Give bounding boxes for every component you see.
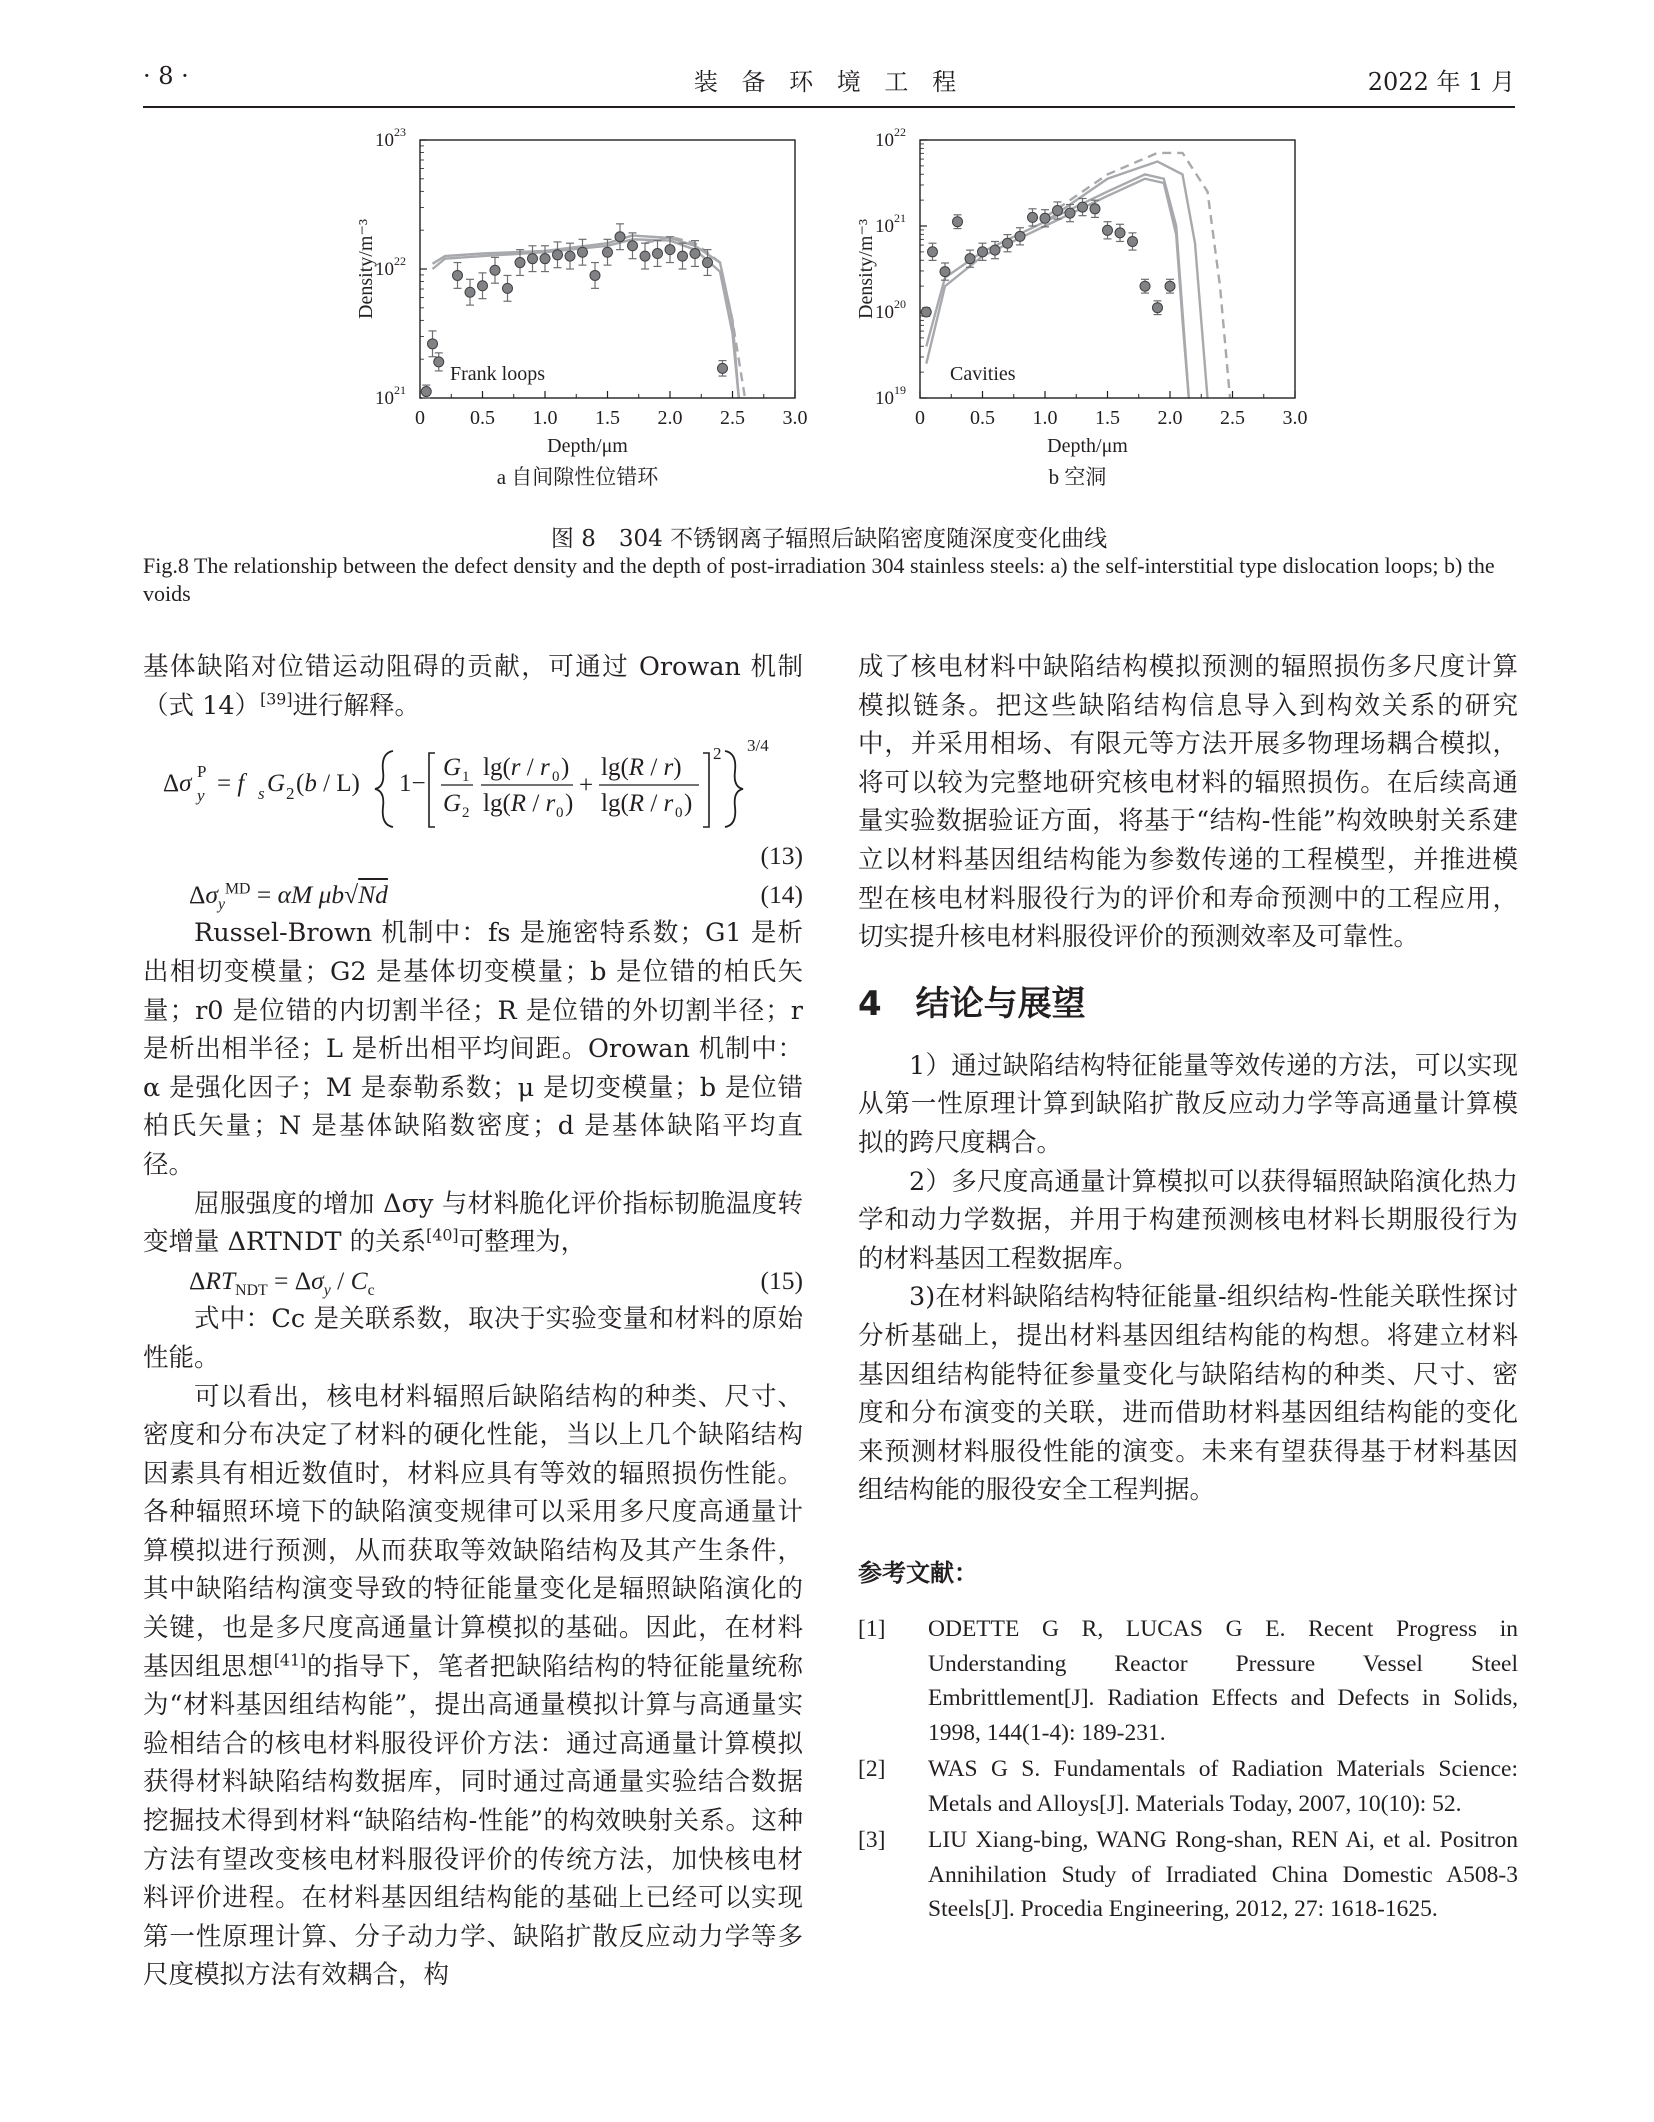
svg-text:= f: = f (217, 770, 245, 798)
paragraph-orowan-intro: 基体缺陷对位错运动阻碍的贡献，可通过 Orowan 机制（式 14）[39]进行解释。 (143, 652, 803, 721)
data-point-15 (603, 247, 613, 257)
data-point-16 (1115, 228, 1125, 238)
chart-a-frank-loops (330, 128, 830, 508)
x-tick-label: 3.0 (782, 407, 808, 429)
x-tick-label: 0.5 (470, 407, 495, 429)
data-point-19 (1153, 303, 1163, 313)
data-point-17 (1128, 236, 1138, 246)
x-tick-label: 2.0 (657, 407, 683, 429)
data-point-14 (590, 270, 600, 280)
data-point-23 (703, 258, 713, 268)
svg-text:+: + (579, 772, 594, 800)
svg-text:s: s (258, 784, 265, 804)
equation-13-graphic (143, 725, 803, 837)
running-header (143, 60, 1515, 108)
data-point-20 (1165, 281, 1175, 291)
data-point-0 (421, 387, 431, 397)
data-point-2 (434, 357, 444, 367)
svg-text:G: G (443, 790, 462, 818)
y-tick-exponent: 19 (894, 383, 906, 397)
data-point-18 (1140, 281, 1150, 291)
paragraph-method-discussion: 可以看出，核电材料辐照后缺陷结构的种类、尺寸、密度和分布决定了材料的硬化性能，当以上几个缺陷结构因素具有相近数值时，材料应具有等效的辐照损伤性能。各种辐照环境下的缺陷演变规律可以采用多尺度高通量计算模拟进行预测，从而获取等效缺陷结构及其产生条件，其中缺陷结构演变导致的特征能量变化是辐照缺陷演化的关键，也是多尺度高通量计算模拟的基础。因此，在材料基因组思想[41]的指导下，笔者把缺陷结构的特征能量统称为“材料基因组结构能”，提出高通量模拟计算与高通量实验相结合的核电材料服役评价方法：通过高通量计算模拟获得材料缺陷结构数据库，同时通过高通量实验结合数据挖掘技术得到材料“缺陷结构-性能”的构效映射关系。这种方法有望改变核电材料服役评价的传统方法，加快核电材料评价进程。在材料基因组结构能的基础上已经可以实现第一性原理计算、分子动力学、缺陷扩散反应动力学等多尺度模拟方法有效耦合，构 (143, 1381, 803, 1991)
data-point-5 (978, 247, 988, 257)
y-tick-label: 10 (375, 130, 394, 151)
svg-text:0: 0 (675, 805, 683, 822)
x-axis-label: Depth/μm (1047, 435, 1128, 457)
svg-text:lg(R / r: lg(R / r (483, 790, 556, 818)
svg-text:1: 1 (462, 769, 470, 786)
data-point-10 (1040, 213, 1050, 223)
data-point-6 (990, 245, 1000, 255)
figure-caption-cn: 图 8 304 不锈钢离子辐照后缺陷密度随深度变化曲线 (550, 526, 1108, 552)
x-tick-label: 2.5 (720, 407, 745, 429)
data-point-5 (478, 281, 488, 291)
x-tick-label: 0.5 (970, 407, 995, 429)
y-axis-label: Density/m⁻³ (355, 219, 377, 319)
y-tick-label: 10 (875, 216, 894, 237)
conclusion-2: 2）多尺度高通量计算模拟可以获得辐照缺陷演化热力学和动力学数据，并用于构建预测核电材料长期服役行为的材料基因工程数据库。 (858, 1166, 1518, 1274)
svg-text:y: y (197, 786, 205, 806)
y-tick-exponent: 23 (394, 128, 406, 139)
data-point-13 (1078, 202, 1088, 212)
data-point-12 (1065, 208, 1075, 218)
data-point-18 (640, 251, 650, 261)
y-tick-exponent: 21 (394, 383, 406, 397)
x-tick-label: 1.5 (595, 407, 620, 429)
svg-text:3/4: 3/4 (747, 736, 769, 756)
data-point-17 (628, 241, 638, 251)
data-point-7 (1003, 238, 1013, 248)
svg-text:0: 0 (552, 769, 560, 786)
reference-3: [3] LIU Xiang-bing, WANG Rong-shan, REN Ai, et al. Positron Annihilation Study of Irradiated China Domestic A508-3 Steels[J]. Procedia Engineering, 2012, 27: 1618-1625. (858, 1827, 1518, 1923)
svg-text:0: 0 (556, 805, 564, 822)
data-point-1 (428, 339, 438, 349)
reference-1: [1] ODETTE G R, LUCAS G E. Recent Progress in Understanding Reactor Pressure Vessel Steel Embrittlement[J]. Radiation Effects and Defects in Solids, 1998, 144(1-4): 189-231. (858, 1616, 1518, 1746)
data-point-21 (678, 251, 688, 261)
y-tick-exponent: 21 (894, 211, 906, 225)
svg-text:): ) (684, 790, 693, 818)
data-point-9 (1028, 212, 1038, 222)
data-point-4 (965, 254, 975, 264)
equation-14: $\Delta\sigma_y^{MD} = \alpha M$ μb√Nd (14) (143, 876, 803, 915)
x-tick-label: 2.0 (1157, 407, 1183, 429)
data-point-3 (453, 270, 463, 280)
y-tick-exponent: 22 (894, 128, 906, 139)
svg-text:2: 2 (462, 805, 470, 822)
svg-text:1−: 1− (399, 770, 426, 798)
equation-14-number: (14) (760, 879, 803, 909)
subfigure-caption: a 自间隙性位错环 (496, 465, 659, 489)
x-tick-label: 1.0 (532, 407, 558, 429)
data-point-13 (578, 247, 588, 257)
data-point-15 (1103, 225, 1113, 235)
equation-13 (143, 725, 803, 837)
paragraph-cc-definition: 式中：Cc 是关联系数，取决于实验变量和材料的原始性能。 (143, 1304, 803, 1373)
x-tick-label: 0 (915, 407, 925, 429)
y-tick-label: 10 (875, 302, 894, 323)
data-point-1 (928, 247, 938, 257)
svg-text:): ) (565, 790, 574, 818)
svg-text:lg(R / r: lg(R / r (601, 790, 674, 818)
figure-caption-en: Fig.8 The relationship between the defect density and the depth of post-irradiation 304 stainless steels: a) the self-interstitial type dislocation loops; b) the voids (143, 553, 1495, 606)
section-title-conclusions: 4 结论与展望 (858, 983, 1086, 1024)
data-point-8 (515, 258, 525, 268)
x-tick-label: 0 (415, 407, 425, 429)
svg-text:(b / L): (b / L) (296, 770, 360, 798)
data-point-7 (503, 283, 513, 293)
conclusion-1: 1）通过缺陷结构特征能量等效传递的方法，可以实现从第一性原理计算到缺陷扩散反应动力学等高通量计算模拟的跨尺度耦合。 (858, 1050, 1518, 1158)
data-point-3 (953, 217, 963, 227)
svg-text:lg(R / r): lg(R / r) (601, 754, 682, 782)
journal-title: 装 备 环 境 工 程 (693, 68, 965, 96)
page-number: · 8 · (143, 62, 189, 90)
svg-text:lg(r / r: lg(r / r (483, 754, 550, 782)
svg-text:G: G (267, 770, 286, 798)
y-tick-exponent: 20 (894, 297, 906, 311)
data-point-2 (940, 267, 950, 277)
y-tick-exponent: 22 (394, 254, 406, 268)
svg-text:2: 2 (713, 744, 722, 764)
data-point-22 (690, 249, 700, 259)
svg-text:): ) (561, 754, 570, 782)
plot-annotation: Frank loops (450, 363, 545, 385)
issue-date: 2022 年 1 月 (1367, 68, 1515, 96)
left-column (143, 648, 803, 1995)
y-tick-label: 10 (875, 130, 894, 151)
chart-b-cavities (830, 128, 1330, 508)
data-point-0 (921, 307, 931, 317)
paragraph-rtndt-relation: 屈服强度的增加 Δσy 与材料脆化评价指标韧脆温度转变增量 ΔRTNDT 的关系[40]可整理为， (143, 1188, 803, 1258)
x-tick-label: 1.0 (1032, 407, 1058, 429)
equation-15-number: (15) (760, 1265, 803, 1295)
y-axis-label: Density/m⁻³ (855, 219, 877, 319)
y-tick-label: 10 (375, 259, 394, 280)
y-tick-label: 10 (375, 388, 394, 409)
paragraph-continuation: 成了核电材料中缺陷结构模拟预测的辐照损伤多尺度计算模拟链条。把这些缺陷结构信息导入到构效关系的研究中，并采用相场、有限元等方法开展多物理场耦合模拟，将可以较为完整地研究核电材料的辐照损伤。在后续高通量实验数据验证方面，将基于“结构-性能”构效映射关系建立以材料基因组结构能为参数传递的工程模型，并推进模型在核电材料服役行为的评价和寿命预测中的工程应用，切实提升核电材料服役评价的预测效率及可靠性。 (858, 652, 1518, 953)
data-point-19 (653, 249, 663, 259)
data-point-6 (490, 265, 500, 275)
subfigure-caption: b 空洞 (1048, 465, 1107, 489)
svg-text:2: 2 (286, 784, 295, 804)
plot-annotation: Cavities (950, 363, 1016, 385)
data-point-9 (528, 254, 538, 264)
data-point-24 (718, 363, 728, 373)
x-tick-label: 3.0 (1282, 407, 1308, 429)
y-tick-label: 10 (875, 388, 894, 409)
reference-2: [2] WAS G S. Fundamentals of Radiation Materials Science: Metals and Alloys[J]. Materials Today, 2007, 10(10): 52. (858, 1756, 1518, 1817)
x-tick-label: 1.5 (1095, 407, 1120, 429)
x-tick-label: 2.5 (1220, 407, 1245, 429)
data-point-11 (1053, 206, 1063, 216)
data-point-10 (540, 254, 550, 264)
svg-text:P: P (197, 762, 207, 782)
data-point-8 (1015, 231, 1025, 241)
svg-text:Δσ: Δσ (163, 770, 192, 798)
x-axis-label: Depth/μm (547, 435, 628, 457)
svg-text:G: G (443, 754, 462, 782)
data-point-12 (565, 251, 575, 261)
data-point-20 (665, 245, 675, 255)
right-column (858, 648, 1518, 1929)
model-curve-2 (1045, 162, 1208, 399)
conclusion-3: 3)在材料缺陷结构特征能量-组织结构-性能关联性探讨分析基础上，提出材料基因组结构能的构想。将建立材料基因组结构能特征参量变化与缺陷结构的种类、尺寸、密度和分布演变的关联，进而借助材料基因组结构能的变化来预测材料服役性能的演变。未来有望获得基于材料基因组结构能的服役安全工程判据。 (858, 1282, 1518, 1506)
data-point-11 (553, 250, 563, 260)
equation-13-number: (13) (760, 841, 803, 871)
references-heading: 参考文献： (858, 1558, 978, 1587)
data-point-14 (1090, 204, 1100, 214)
data-point-4 (465, 287, 475, 297)
paragraph-symbol-definitions: Russel-Brown 机制中：fs 是施密特系数；G1 是析出相切变模量；G2 是基体切变模量；b 是位错的柏氏矢量；r0 是位错的内切割半径；R 是位错的外切割半径；r 是析出相半径；L 是析出相平均间距。Orowan 机制中：α 是强化因子；M 是泰勒系数；μ 是切变模量；b 是位错柏氏矢量；N 是基体缺陷数密度；d 是基体缺陷平均直径。 (143, 918, 803, 1180)
equation-15: $\Delta RT_{NDT} = \Delta\sigma_y / C_c$ (15) (143, 1262, 803, 1301)
model-curve-3 (1045, 153, 1230, 398)
data-point-16 (615, 232, 625, 242)
